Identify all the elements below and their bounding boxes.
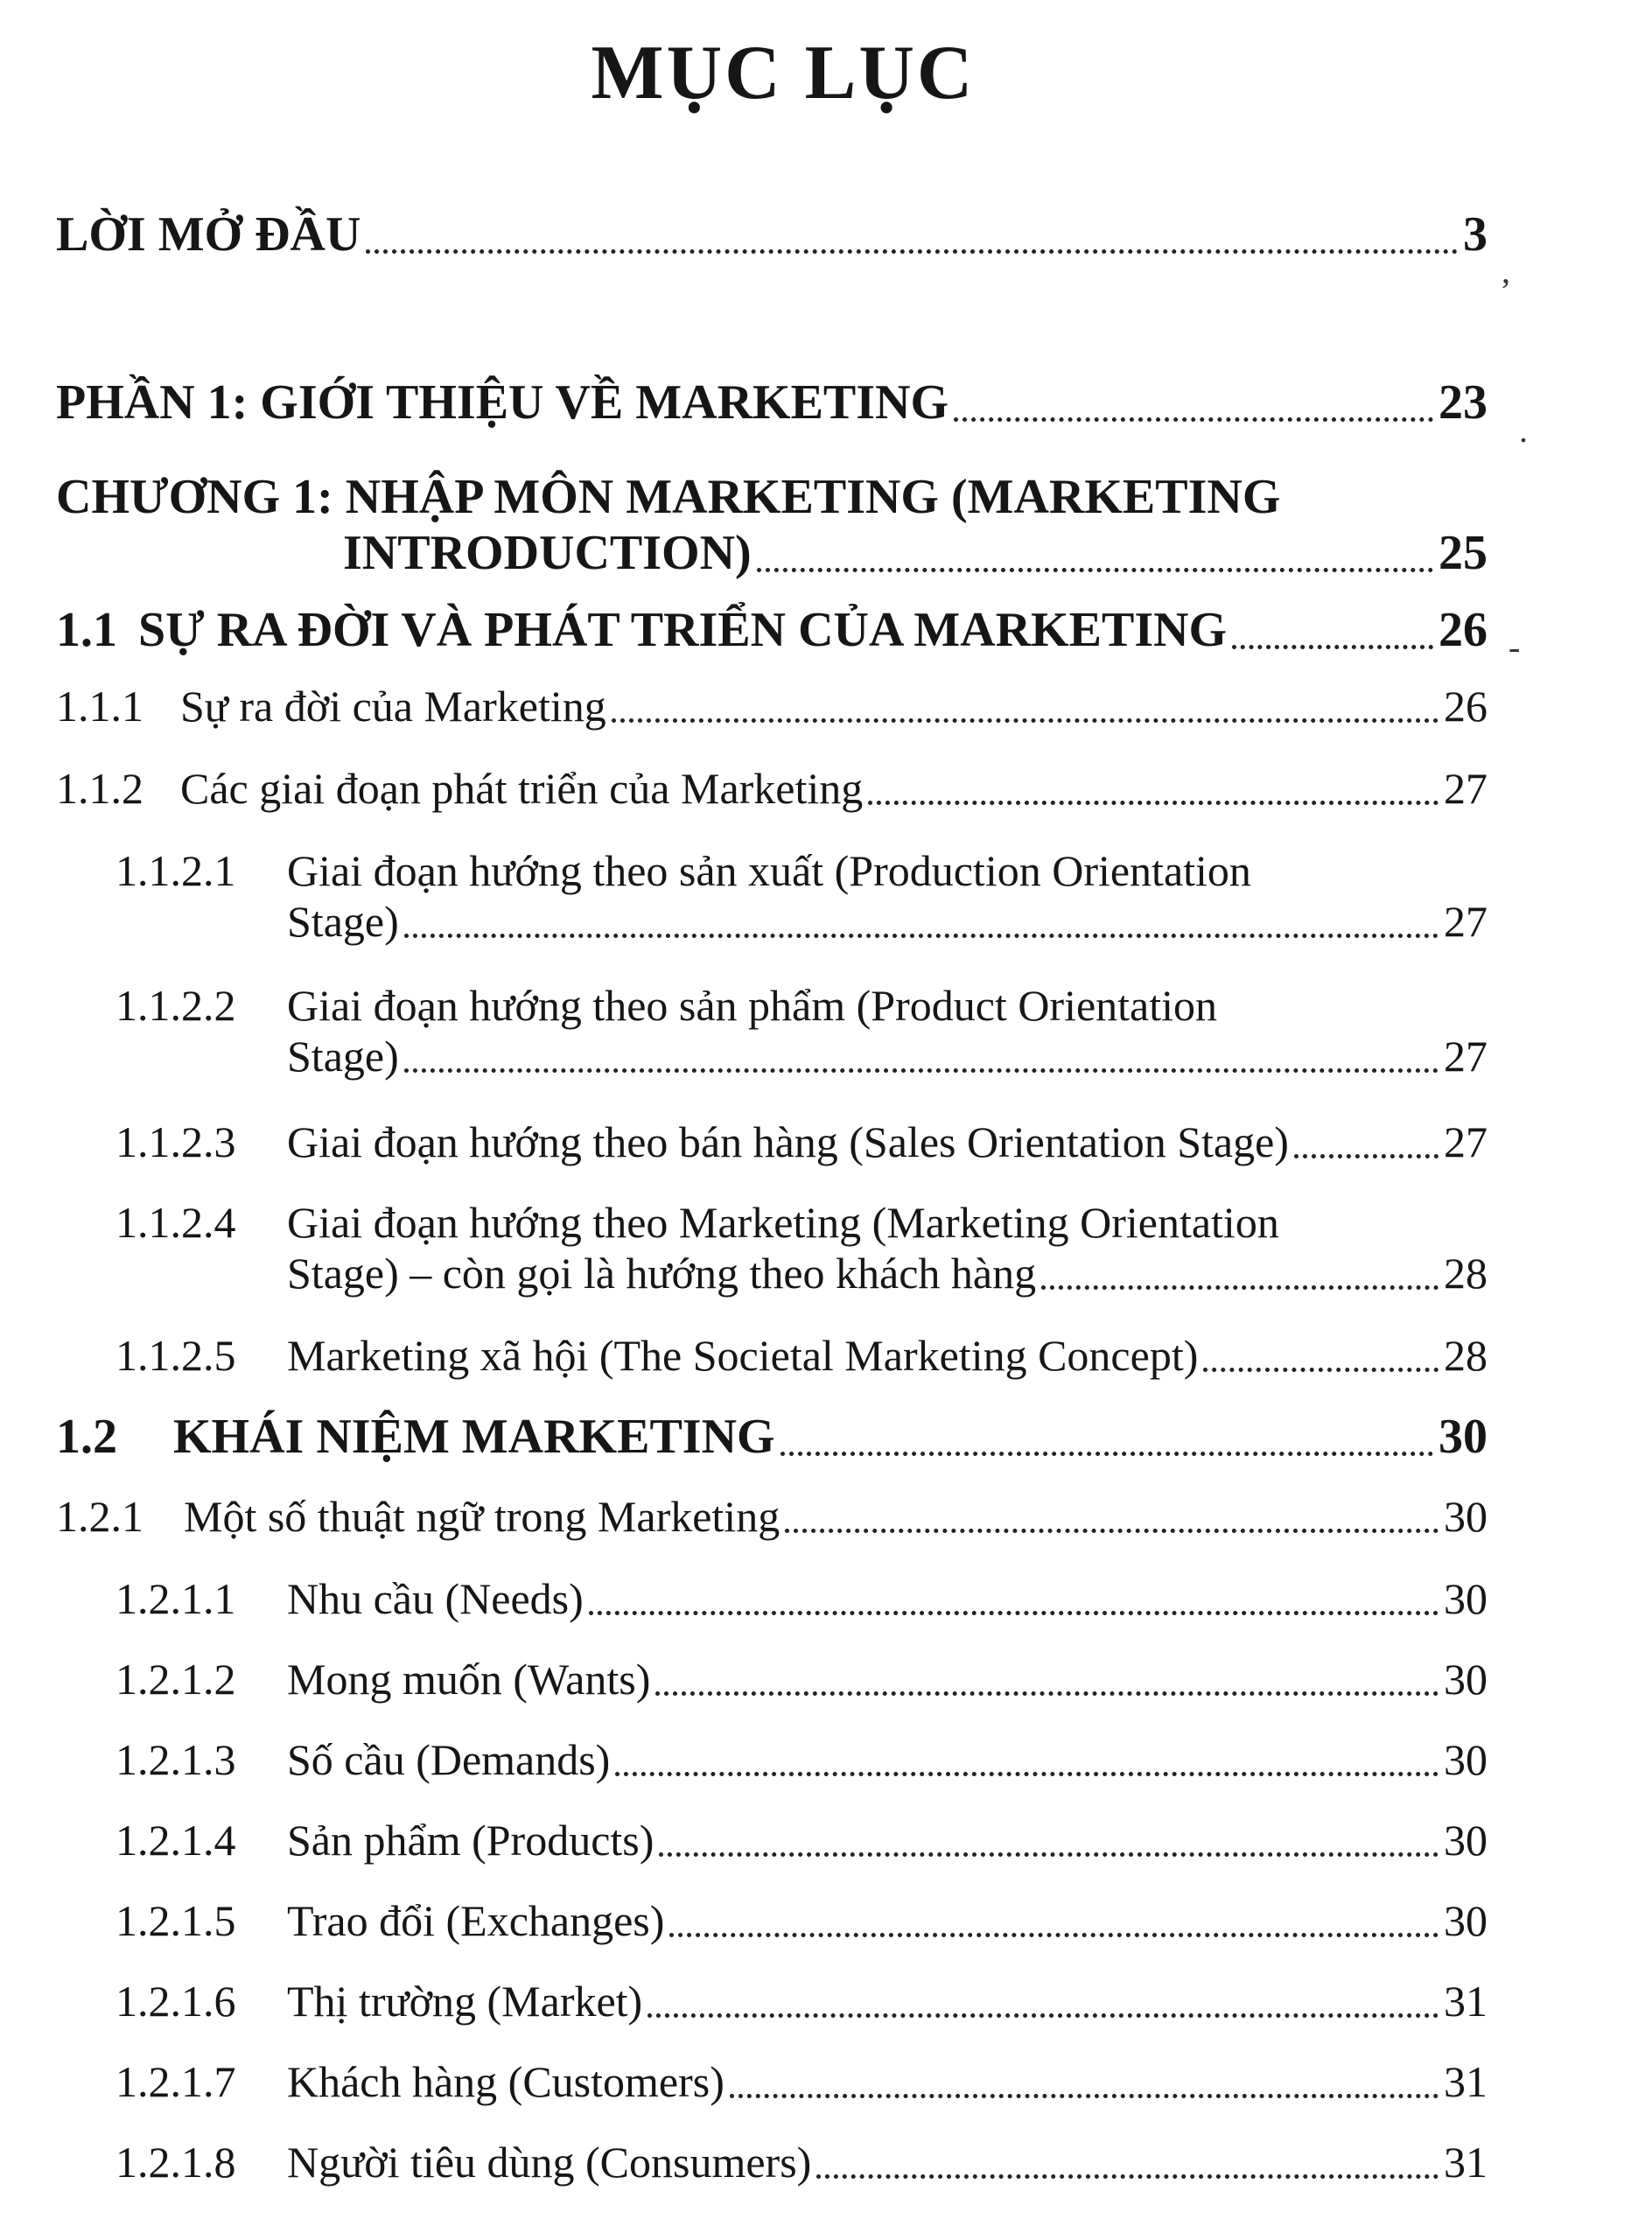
dot-leader [730,2094,1438,2098]
toc-entry-1-1-2 [56,763,1488,814]
toc-section-number: 1.1.2 [56,764,144,813]
toc-entry-1-2-1-4 [116,1815,1488,1866]
toc-entry-1-1-1 [56,681,1488,732]
toc-page-number: 30 [1444,1574,1488,1623]
toc-entry-text-cont: INTRODUCTION) [343,526,752,580]
dot-leader [785,1529,1438,1533]
dot-leader [404,934,1438,938]
toc-section-number: 1.2.1.3 [116,1735,236,1784]
toc-entry-text: Giai đoạn hướng theo sản phẩm (Product Orientation [287,981,1218,1030]
toc-entry-text: Khách hàng (Customers) [287,2057,724,2106]
toc-section-number: 1.2.1.8 [116,2138,236,2187]
toc-entry-text-cont: Stage) – còn gọi là hướng theo khách hàng [287,1249,1037,1298]
toc-entry-1-2-1-6 [116,1976,1488,2026]
toc-section-number: 1.2.1.5 [116,1896,236,1945]
toc-entry-text: LỜI MỞ ĐẦU [56,207,361,262]
dot-leader [757,568,1433,572]
toc-page-number: 26 [1444,682,1488,731]
toc-entry-text: KHÁI NIỆM MARKETING [173,1410,775,1464]
dot-leader [669,1933,1438,1937]
dot-leader [615,1772,1438,1776]
toc-entry-1-2-1-7 [116,2056,1488,2107]
toc-section-number: 1.2.1.1 [116,1574,236,1623]
toc-entry-text: Marketing xã hội (The Societal Marketing Concept) [287,1331,1199,1380]
toc-page-number: 27 [1444,1032,1488,1081]
toc-entry-preface [56,206,1488,262]
page-title: MỤC LỤC [591,31,976,116]
toc-page-number: 27 [1444,897,1488,946]
toc-section-number: 1.1.1 [56,682,144,731]
toc-section-number: 1.1.2.3 [116,1117,236,1166]
toc-entry-text-cont: Stage) [287,897,399,946]
toc-entry-text: Sản phẩm (Products) [287,1816,654,1865]
dot-leader [366,249,1458,254]
dot-leader [954,417,1433,422]
toc-section-number: 1.2.1.4 [116,1816,236,1865]
dot-leader [1232,645,1433,649]
toc-entry-part-1 [56,374,1488,430]
toc-page-number: 3 [1463,207,1488,262]
toc-entry-text: Giai đoạn hướng theo sản xuất (Production Orientation [287,846,1251,895]
toc-entry-text: Giai đoạn hướng theo Marketing (Marketing Orientation [287,1198,1279,1247]
dot-leader [1041,1285,1438,1290]
toc-entry-1-1-2-3 [116,1116,1488,1167]
toc-entry-text: Nhu cầu (Needs) [287,1574,584,1623]
toc-entry-text-cont: Stage) [287,1032,399,1081]
dot-leader [589,1611,1438,1615]
toc-page-number: 31 [1444,2138,1488,2187]
toc-page-number: 27 [1444,1117,1488,1166]
dot-leader [780,1452,1433,1456]
toc-page-number: 27 [1444,764,1488,813]
toc-page-number: 30 [1444,1816,1488,1865]
dot-leader [655,1691,1438,1696]
toc-page-number: 26 [1438,603,1488,657]
toc-page-number: 28 [1444,1249,1488,1298]
dot-leader [868,801,1438,805]
toc-entry-1-1-2-4 [116,1197,1488,1298]
toc-entry-text: Số cầu (Demands) [287,1735,611,1784]
toc-page-number: 30 [1444,1655,1488,1704]
toc-page-number: 31 [1444,1977,1488,2026]
toc-section-number: 1.2.1.6 [116,1977,236,2026]
dot-leader [816,2174,1438,2179]
toc-page-number: 25 [1438,526,1488,580]
toc-page-number: 30 [1444,1735,1488,1784]
toc-entry-text: Một số thuật ngữ trong Marketing [184,1492,780,1541]
toc-entry-1-1-2-2 [116,980,1488,1082]
toc-entry-text: SỰ RA ĐỜI VÀ PHÁT TRIỂN CỦA MARKETING [138,603,1228,657]
toc-section-number: 1.2 [56,1410,117,1464]
dot-leader [612,718,1438,723]
toc-section-number: 1.1.2.2 [116,981,236,1030]
toc-entry-text: Sự ra đời của Marketing [180,682,606,731]
toc-entry-1-2-1-2 [116,1654,1488,1704]
toc-page-number: 23 [1438,375,1488,430]
toc-entry-1-2 [56,1409,1488,1465]
toc-entry-1-2-1-5 [116,1895,1488,1946]
dot-leader [404,1068,1438,1073]
toc-section-number: 1.1.2.1 [116,846,236,895]
dot-leader [659,1852,1438,1857]
toc-entry-1-2-1-3 [116,1734,1488,1785]
toc-page-number: 30 [1444,1896,1488,1945]
toc-page-number: 31 [1444,2057,1488,2106]
toc-entry-1-1 [56,602,1488,658]
dot-leader [1294,1154,1438,1158]
toc-section-number: 1.2.1.7 [116,2057,236,2106]
toc-entry-text: CHƯƠNG 1: NHẬP MÔN MARKETING (MARKETING [56,470,1281,524]
toc-entry-1-2-1-1 [116,1573,1488,1624]
toc-page-number: 30 [1438,1410,1488,1464]
dot-leader [648,2013,1438,2018]
toc-page-number: 28 [1444,1331,1488,1380]
pen-mark: , [1502,251,1510,290]
toc-entry-1-1-2-1 [116,845,1488,947]
toc-entry-1-2-1-8 [116,2137,1488,2188]
toc-entry-text: Mong muốn (Wants) [287,1655,651,1704]
toc-entry-1-2-1 [56,1491,1488,1542]
toc-entry-text: PHẦN 1: GIỚI THIỆU VỀ MARKETING [56,375,949,430]
toc-entry-chapter-1 [56,469,1488,581]
pen-mark: - [1508,627,1521,667]
toc-entry-text: Trao đổi (Exchanges) [287,1896,665,1945]
toc-section-number: 1.2.1.2 [116,1655,236,1704]
toc-page-number: 30 [1444,1492,1488,1541]
pen-mark: . [1519,410,1528,450]
toc-section-number: 1.1.2.5 [116,1331,236,1380]
toc-section-number: 1.1 [56,603,117,657]
dot-leader [1203,1368,1438,1372]
toc-section-number: 1.2.1 [56,1492,144,1541]
toc-section-number: 1.1.2.4 [116,1198,236,1247]
toc-entry-text: Các giai đoạn phát triển của Marketing [180,764,864,813]
toc-entry-text: Thị trường (Market) [287,1977,643,2026]
toc-entry-1-1-2-5 [116,1330,1488,1381]
toc-entry-text: Giai đoạn hướng theo bán hàng (Sales Orientation Stage) [287,1117,1289,1166]
toc-entry-text: Người tiêu dùng (Consumers) [287,2138,812,2187]
